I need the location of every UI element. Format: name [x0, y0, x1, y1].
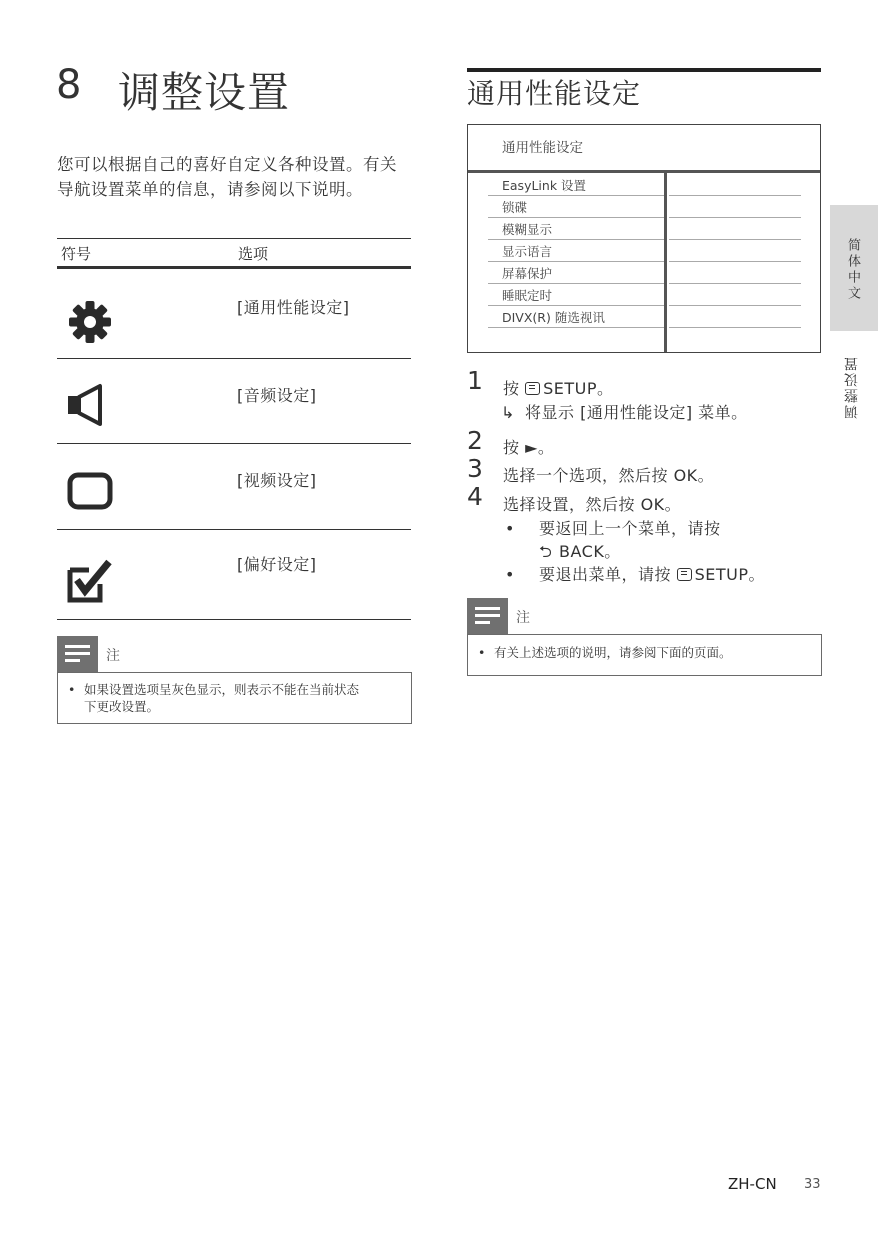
- menu-item: 睡眠定时: [488, 283, 664, 306]
- note-icon: [467, 598, 508, 634]
- menu-value-line: [669, 261, 801, 262]
- options-table: [57, 238, 411, 620]
- menu-value-line: [669, 195, 801, 196]
- options-table-header: [57, 238, 411, 269]
- note-icon: [57, 636, 98, 672]
- note-text: 有关上述选项的说明，请参阅下面的页面。: [494, 645, 732, 660]
- option-label: [通用性能设定]: [237, 298, 350, 317]
- menu-column-divider: [664, 170, 667, 352]
- option-label: [视频设定]: [237, 471, 317, 490]
- note-text-line2: 下更改设置。: [84, 699, 160, 714]
- back-icon: ⮌: [539, 542, 553, 561]
- step-1-result: ↳ 将显示 [通用性能设定] 菜单。: [501, 403, 748, 422]
- menu-item: DIVX(R) 随选视讯: [488, 305, 664, 328]
- note-title: 注: [516, 610, 530, 626]
- menu-item: 显示语言: [488, 239, 664, 262]
- menu-title: 通用性能设定: [502, 140, 583, 156]
- menu-item: 模糊显示: [488, 217, 664, 240]
- step-number: 1: [467, 366, 483, 395]
- note-body: [57, 672, 412, 724]
- section-title: 通用性能设定: [467, 77, 642, 110]
- step-4-bullet-1: • 要返回上一个菜单，请按: [505, 519, 721, 538]
- note-right: [467, 598, 822, 676]
- header-option: 选项: [238, 245, 269, 263]
- setup-button-icon: [525, 382, 540, 395]
- side-chapter-label: 调整设置: [844, 355, 860, 419]
- step-text: 选择一个选项，然后按 OK。: [503, 466, 715, 485]
- step-4: [467, 482, 827, 512]
- step-4-bullet-2: • 要退出菜单，请按 SETUP。: [505, 565, 766, 584]
- menu-value-line: [669, 283, 801, 284]
- step-text: 选择设置，然后按 OK。: [503, 495, 682, 514]
- note-left: [57, 636, 412, 724]
- table-row: [57, 530, 411, 620]
- step-3: [467, 454, 827, 484]
- note-body: [467, 634, 822, 676]
- checkbox-icon: [67, 558, 113, 608]
- side-tab-language: 简体中文: [845, 238, 860, 302]
- page-number: 33: [804, 1177, 821, 1192]
- option-label: [音频设定]: [237, 386, 317, 405]
- option-label: [偏好设定]: [237, 555, 317, 574]
- note-bullet: •: [478, 645, 486, 660]
- header-symbol: 符号: [61, 245, 92, 263]
- footer-language-code: ZH-CN: [728, 1175, 777, 1193]
- step-number: 3: [467, 454, 483, 483]
- gear-icon: [67, 299, 113, 349]
- menu-value-line: [669, 217, 801, 218]
- table-row: [57, 444, 411, 530]
- menu-value-line: [669, 305, 801, 306]
- step-text: 按 ►。: [503, 438, 555, 457]
- step-number: 2: [467, 426, 483, 455]
- menu-item: 屏幕保护: [488, 261, 664, 284]
- speaker-icon: [67, 383, 107, 431]
- note-title: 注: [106, 648, 120, 664]
- note-bullet: •: [68, 682, 76, 697]
- intro-paragraph: 您可以根据自己的喜好自定义各种设置。有关导航设置菜单的信息，请参阅以下说明。: [57, 155, 397, 199]
- table-row: [57, 359, 411, 444]
- menu-item: 锁碟: [488, 195, 664, 218]
- menu-screenshot: [467, 124, 821, 353]
- chapter-title: 调整设置: [118, 68, 291, 117]
- step-text: 按 SETUP。: [503, 379, 614, 398]
- chapter-number: 8: [56, 62, 82, 108]
- menu-item: EasyLink 设置: [488, 173, 664, 196]
- note-text-line1: 如果设置选项呈灰色显示，则表示不能在当前状态: [84, 682, 360, 697]
- step-2: [467, 426, 827, 456]
- menu-value-line: [669, 239, 801, 240]
- screen-icon: [67, 472, 113, 514]
- step-1: [467, 368, 827, 398]
- table-row: [57, 269, 411, 359]
- step-4-bullet-1-cont: ⮌ BACK。: [539, 539, 621, 568]
- menu-value-line: [669, 327, 801, 328]
- setup-button-icon: [677, 568, 692, 581]
- step-number: 4: [467, 482, 483, 511]
- result-arrow-icon: ↳: [501, 403, 515, 422]
